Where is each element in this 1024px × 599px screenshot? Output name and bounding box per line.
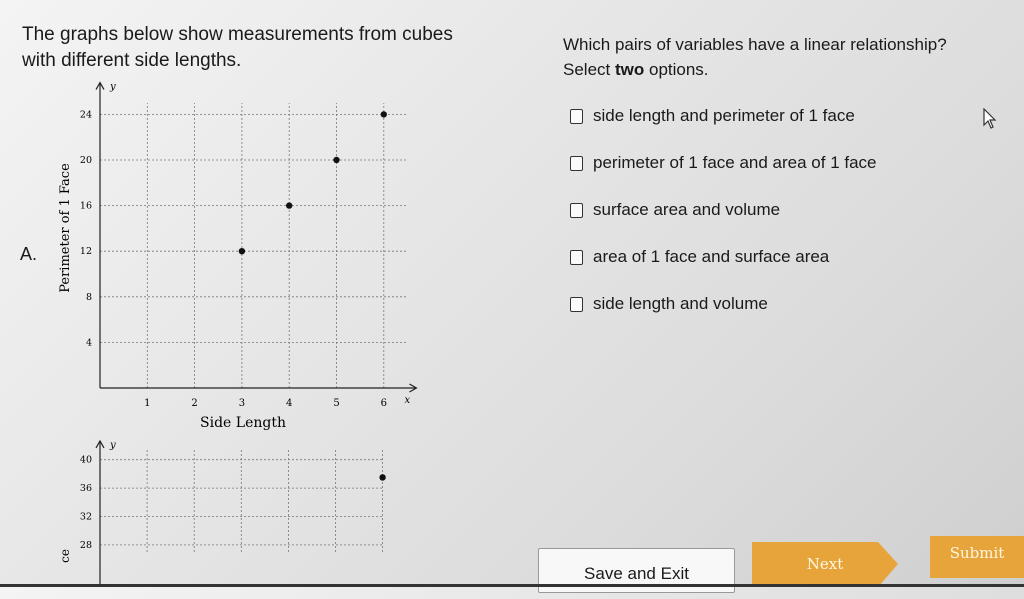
y-tick-label: 4 — [85, 337, 92, 349]
y-tick-label: 16 — [79, 200, 92, 212]
x-tick-label: 6 — [380, 398, 387, 409]
question-line-1: The graphs below show measurements from cubes — [22, 24, 453, 45]
option-label: surface area and volume — [593, 200, 781, 219]
prompt-emphasis: two — [614, 60, 645, 79]
y-axis-label: Perimeter of 1 Face — [58, 163, 73, 293]
x-tick-label: 5 — [333, 398, 340, 409]
option-label: area of 1 face and surface area — [593, 247, 830, 266]
y-axis-label: ce — [58, 549, 72, 563]
save-and-exit-button[interactable]: Save and Exit — [538, 548, 735, 593]
prompt-line-1: Which pairs of variables have a linear relationship? — [563, 35, 947, 54]
x-axis-letter: x — [404, 395, 411, 406]
prompt-line-2: Select two options. — [563, 60, 709, 79]
data-point — [239, 248, 245, 254]
x-tick-label: 2 — [191, 398, 198, 409]
y-tick-label: 8 — [85, 291, 92, 303]
data-point — [286, 202, 292, 208]
next-button[interactable] — [752, 542, 898, 587]
data-point — [381, 111, 387, 117]
y-axis-letter: y — [110, 439, 116, 451]
x-tick-label: 4 — [286, 398, 293, 409]
y-axis-letter: y — [110, 81, 116, 93]
question-line-2: with different side lengths. — [22, 50, 242, 71]
graph-label: A. — [20, 244, 38, 264]
x-tick-label: 1 — [144, 398, 151, 409]
next-label: Next — [806, 555, 844, 573]
submit-label: Submit — [949, 544, 1005, 562]
submit-button[interactable] — [930, 536, 1024, 578]
y-tick-label: 12 — [79, 246, 92, 258]
y-tick-label: 24 — [79, 109, 92, 121]
option-label: perimeter of 1 face and area of 1 face — [593, 153, 877, 172]
x-axis-label: Side Length — [200, 415, 286, 431]
data-point — [379, 474, 385, 480]
y-tick-label: 32 — [79, 511, 92, 523]
option-label: side length and perimeter of 1 face — [593, 106, 855, 125]
y-tick-label: 36 — [79, 483, 92, 495]
y-tick-label: 20 — [79, 155, 92, 166]
x-tick-label: 3 — [238, 398, 246, 409]
y-tick-label: 28 — [79, 539, 92, 551]
y-tick-label: 40 — [79, 454, 92, 466]
data-point — [333, 157, 339, 163]
option-label: side length and volume — [593, 294, 768, 313]
mouse-cursor-icon — [983, 108, 999, 130]
